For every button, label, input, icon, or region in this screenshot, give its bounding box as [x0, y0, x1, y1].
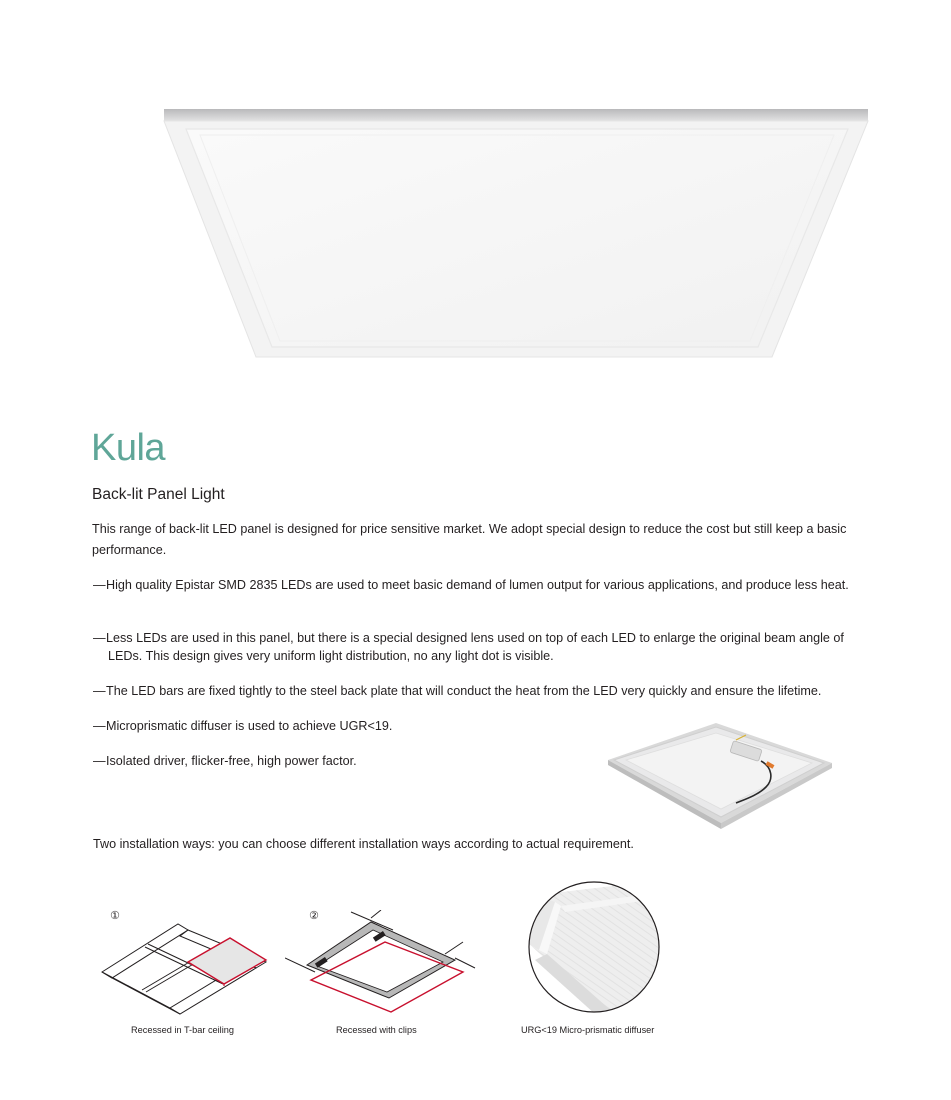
installation-intro: Two installation ways: you can choose different installation ways according to actual requirement. — [93, 837, 634, 851]
dash-marker: — — [93, 631, 106, 645]
feature-text: Less LEDs are used in this panel, but there is a special designed lens used on top of each LED to enlarge the original beam angle of LEDs. This design gives very uniform light distribution, no any light dot is visible. — [106, 631, 844, 663]
feature-text: The LED bars are fixed tightly to the steel back plate that will conduct the heat from the LED very quickly and ensure the lifetime. — [106, 684, 822, 698]
product-subtitle: Back-lit Panel Light — [92, 486, 225, 503]
feature-item — [93, 629, 868, 665]
product-title: Kula — [91, 427, 166, 469]
recessed-clips-diagram — [285, 910, 477, 1015]
diffuser-detail-circle — [525, 880, 663, 1014]
caption-clips: Recessed with clips — [336, 1025, 417, 1035]
dash-marker: — — [93, 684, 106, 698]
panel-back-view-image — [596, 705, 846, 850]
feature-text: Isolated driver, flicker-free, high power factor. — [106, 754, 357, 768]
feature-item — [93, 682, 868, 700]
panel-light-hero-image — [160, 105, 872, 365]
dash-marker: — — [93, 719, 106, 733]
feature-item — [93, 576, 868, 594]
feature-text: Microprismatic diffuser is used to achieve UGR<19. — [106, 719, 393, 733]
dash-marker: — — [93, 578, 106, 592]
caption-diffuser: URG<19 Micro-prismatic diffuser — [521, 1025, 655, 1035]
dash-marker: — — [93, 754, 106, 768]
figure-number-1: ① — [110, 910, 120, 922]
figure-number-2: ② — [309, 910, 319, 922]
caption-tbar: Recessed in T-bar ceiling — [131, 1025, 234, 1035]
feature-text: High quality Epistar SMD 2835 LEDs are used to meet basic demand of lumen output for various applications, and produce less heat. — [106, 578, 849, 592]
product-intro: This range of back-lit LED panel is designed for price sensitive market. We adopt special design to reduce the cost but still keep a basic performance. — [92, 522, 847, 557]
tbar-ceiling-diagram — [100, 922, 270, 1017]
